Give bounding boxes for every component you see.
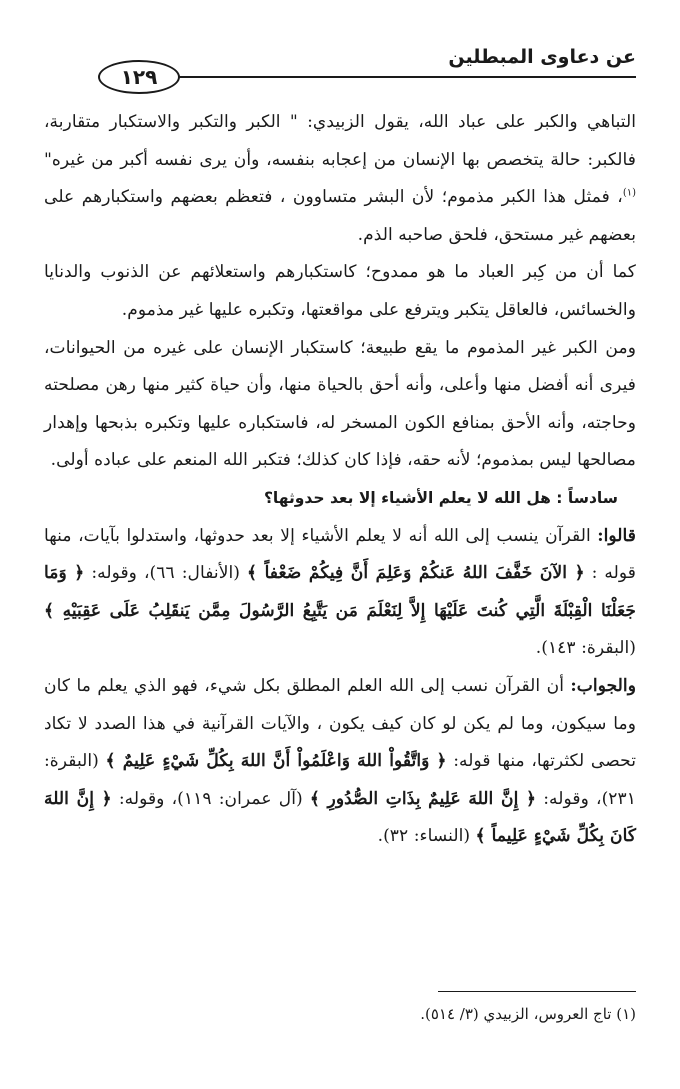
paragraph-2: كما أن من كِبر العباد ما هو ممدوح؛ كاستكبارهم واستعلائهم عن الذنوب والدنايا والخسائس، فالعاقل يتكبر ويترفع على مواقعتها، وتكبره عليها غير مذموم. (44, 262, 636, 320)
verse-reference: (البقرة: ١٤٣). (535, 638, 636, 659)
claim-paragraph (44, 518, 636, 668)
quran-verse: ﴿ الآنَ خَفَّفَ اللهُ عَنكُمْ وَعَلِمَ أَنَّ فِيكُمْ ضَعْفاً ﴾ (246, 563, 585, 584)
paragraph-1-part-2: ، فمثل هذا الكبر مذموم؛ لأن البشر متساوون ، فتعظم بعضهم واستكبارهم على بعضهم غير مستحق، فلحق صاحبه الذم. (44, 187, 636, 245)
claim-text: القرآن ينسب إلى الله أنه لا يعلم الأشياء إلا بعد حدوثها، واستدلوا بآيات، منها قوله : (44, 525, 636, 584)
answer-lead: والجواب: (570, 675, 636, 696)
quran-verse: ﴿ إِنَّ اللهَ كَانَ بِكُلِّ شَيْءٍ عَلِيماً ﴾ (44, 788, 636, 847)
verse-reference: (النساء: ٣٢). (377, 826, 476, 847)
verse-reference: (الأنفال: ٦٦)، وقوله: (84, 563, 247, 584)
page-number-oval (98, 60, 180, 94)
page-number: ١٢٩ (120, 65, 158, 89)
paragraph-1 (44, 104, 636, 254)
paragraph-1-part-1: التباهي والكبر على عباد الله، يقول الزبيدي: " الكبر والتكبر والاستكبار متقاربة، فالكبر: حالة يتخصص بها الإنسان من إعجابه بنفسه، وأن يرى نفسه أكبر من غيره" (44, 112, 636, 170)
header-rule (108, 76, 636, 78)
section-heading: سادساً : هل الله لا يعلم الأشياء إلا بعد حدوثها؟ (263, 488, 618, 507)
quran-verse: ﴿ إِنَّ اللهَ عَلِيمٌ بِذَاتِ الصُّدُورِ ﴾ (309, 788, 537, 809)
quran-verse: ﴿ وَمَا جَعَلْنَا الْقِبْلَةَ الَّتِي كُنتَ عَلَيْهَا إِلاَّ لِنَعْلَمَ مَن يَتَّبِعُ الرَّسُولَ مِمَّن يَنقَلِبُ عَلَى عَقِبَيْهِ ﴾ (44, 563, 636, 621)
claim-lead: قالوا: (597, 525, 636, 546)
answer-paragraph (44, 668, 636, 856)
paragraph-3: ومن الكبر غير المذموم ما يقع طبيعة؛ كاستكبار الإنسان على غيره من الحيوانات، فيرى أنه أفضل منها وأعلى، وأنه أحق بالحياة منها، وأن حياة كثير منها رهن مصلحته وحاجته، وأنه الأحق بمنافع الكون المسخر له، فاستكباره عليها وتكبره بذبحها وإهدار مصالحها ليس بمذموم؛ لأنه حقه، فإذا كان كذلك؛ فتكبر الله المنعم على عباده أولى. (44, 337, 636, 471)
answer-text: أن القرآن نسب إلى الله العلم المطلق بكل شيء، فهو الذي يعلم ما كان وما سيكون، وما لم يكن لو كان كيف يكون ، والآيات القرآنية في هذا الصدد لا تكاد تحصى لكثرتها، منها قوله: (44, 675, 636, 772)
verse-reference: (البقرة: ٢٣١)، وقوله: (44, 751, 636, 809)
body-text (44, 104, 636, 856)
footnote-rule (438, 991, 636, 992)
quran-verse: ﴿ وَاتَّقُواْ اللهَ وَاعْلَمُواْ أَنَّ اللهَ بِكُلِّ شَيْءٍ عَلِيمٌ ﴾ (105, 751, 447, 772)
verse-reference: (آل عمران: ١١٩)، وقوله: (111, 788, 310, 809)
footnote-marker: (١) (622, 187, 636, 199)
footnote: (١) تاج العروس، الزبيدي (٣/ ٥١٤). (420, 1005, 636, 1023)
running-title: عن دعاوى المبطلين (448, 46, 636, 68)
